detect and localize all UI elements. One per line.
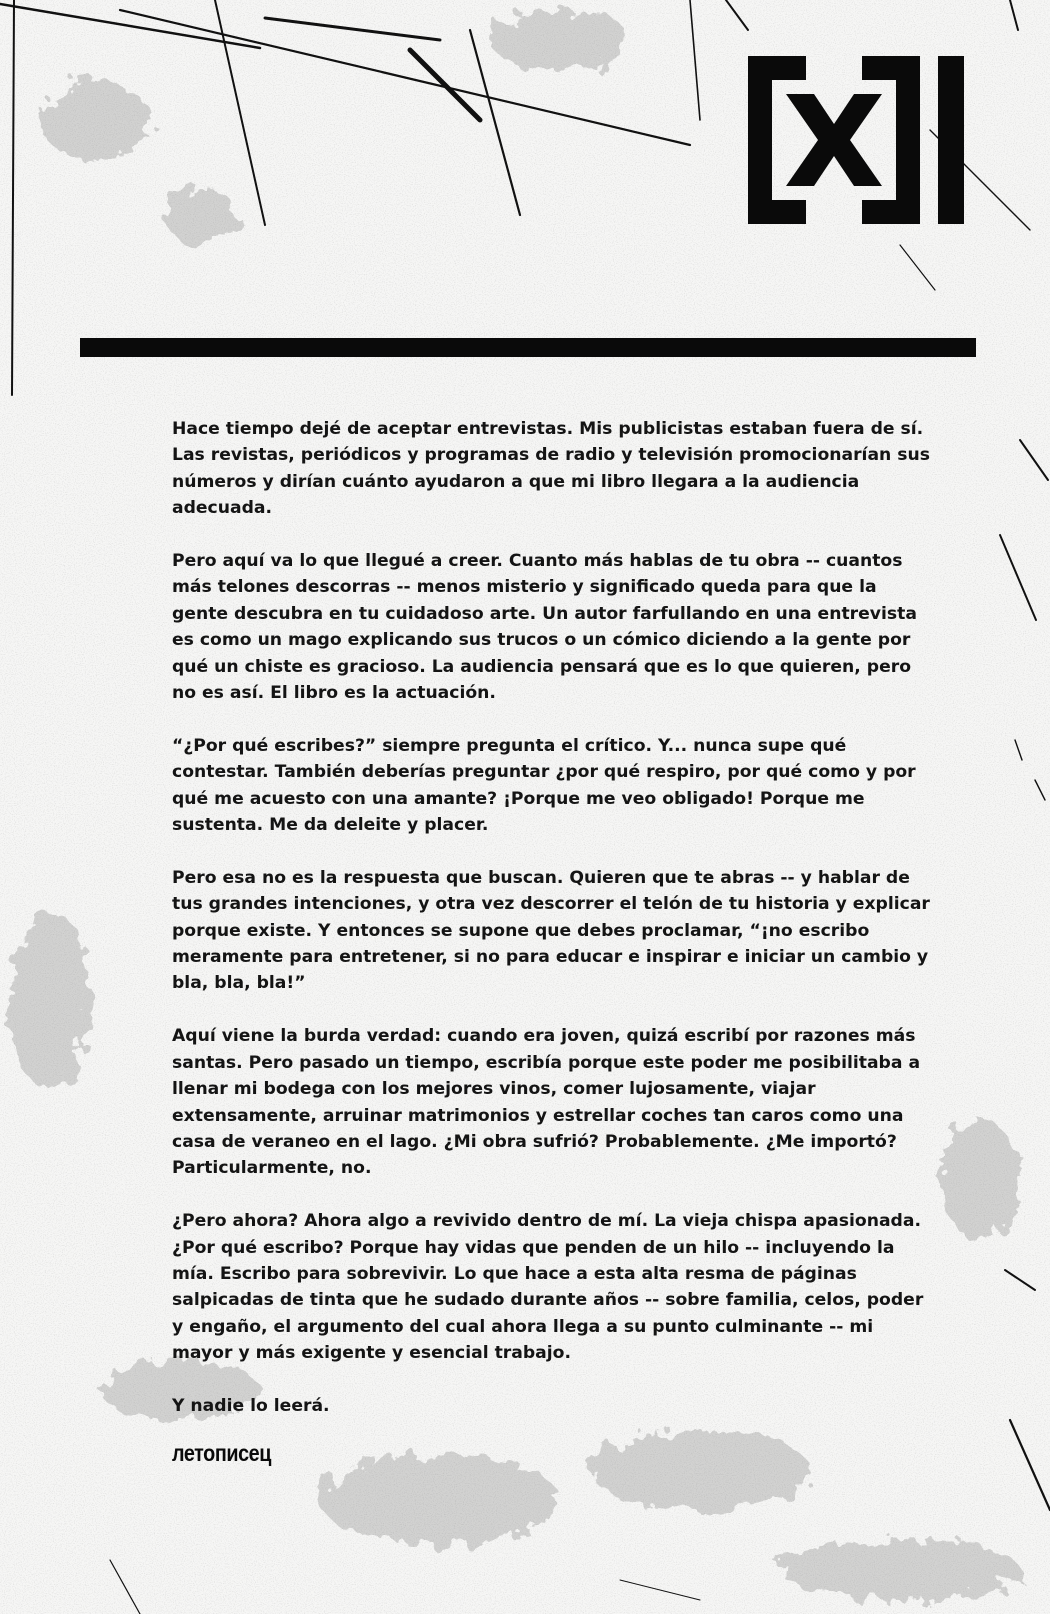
paragraph: Hace tiempo dejé de aceptar entrevistas. Mis publicistas estaban fuera de sí. Las revistas, periódicos y programas de radio y televisión promocionarían sus números y dirían cuánto ayudaron a que mi libro llegara a la audiencia adecuada. <box>172 419 930 519</box>
signature: летописец <box>172 1440 271 1466</box>
brand-logo <box>748 56 964 224</box>
paragraph: “¿Por qué escribes?” siempre pregunta el crítico. Y... nunca supe qué contestar. También deberías preguntar ¿por qué respiro, por qué como y por qué me acuesto con una amante? ¡Porque me veo obligado! Porque me sustenta. Me da deleite y placer. <box>172 735 916 836</box>
paragraph: Aquí viene la burda verdad: cuando era joven, quizá escribí por razones más santas. Pero pasado un tiempo, escribía porque este poder me posibilitaba a llenar mi bodega con los mejores vinos, comer lujosamente, viajar extensamente, arruinar matrimonios y estrellar coches tan caros como una casa de veraneo en el lago. ¿Mi obra sufrió? Probablemente. ¿Me importó? Particularmente, no. <box>172 1026 921 1179</box>
closing-line: Y nadie lo leerá. <box>172 1395 330 1416</box>
divider-bar <box>80 338 976 357</box>
paragraph: ¿Pero ahora? Ahora algo a revivido dentro de mí. La vieja chispa apasionada. ¿Por qué escribo? Porque hay vidas que penden de un hilo -- incluyendo la mía. Escribo para sobrevivir. Lo que hace a esta alta resma de páginas salpicadas de tinta que he sudado durante años -- sobre familia, celos, poder y engaño, el argumento del cual ahora llega a su punto culminante -- mi mayor y más exigente y esencial trabajo. <box>172 1211 924 1364</box>
paragraph: Pero esa no es la respuesta que buscan. Quieren que te abras -- y hablar de tus grandes intenciones, y otra vez descorrer el telón de tu historia y explicar porque existe. Y entonces se supone que debes proclamar, “¡no escribo meramente para entretener, si no para educar e inspirar e iniciar un cambio y bla, bla, bla!” <box>172 867 930 994</box>
letter-body <box>172 416 932 1446</box>
paragraph: Pero aquí va lo que llegué a creer. Cuanto más hablas de tu obra -- cuantos más telones descorras -- menos misterio y significado queda para que la gente descubra en tu cuidadoso arte. Un autor farfullando en una entrevista es como un mago explicando sus trucos o un cómico diciendo a la gente por qué un chiste es gracioso. La audiencia pensará que es lo que quieren, pero no es así. El libro es la actuación. <box>172 551 917 704</box>
